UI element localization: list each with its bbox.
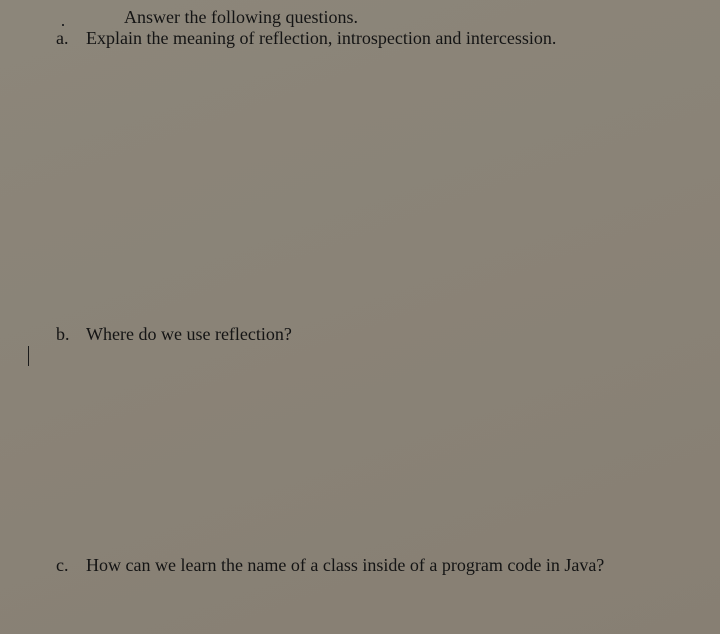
instructions-heading: Answer the following questions. — [124, 7, 358, 27]
text-cursor — [28, 346, 29, 366]
question-c-text: How can we learn the name of a class inside of a program code in Java? — [86, 555, 605, 575]
question-a-text: Explain the meaning of reflection, introspection and intercession. — [86, 28, 557, 48]
question-a-marker: a. — [56, 28, 69, 48]
question-c-marker: c. — [56, 555, 69, 575]
question-b-text: Where do we use reflection? — [86, 324, 292, 344]
stray-mark — [62, 24, 64, 26]
question-b-marker: b. — [56, 324, 70, 344]
